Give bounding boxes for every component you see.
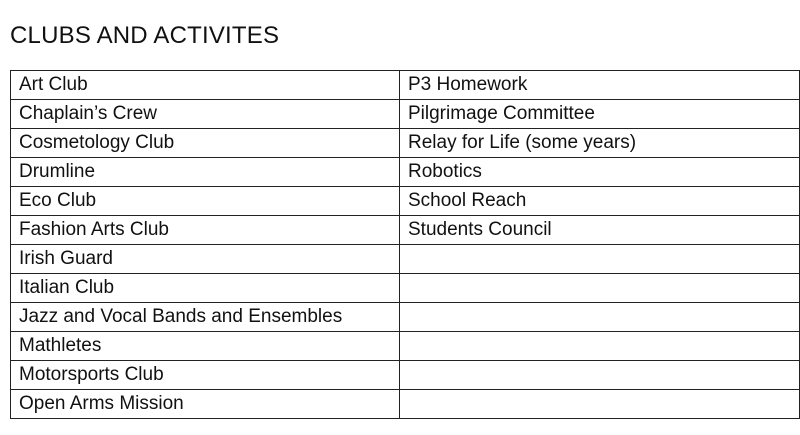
table-cell-left: Drumline xyxy=(11,158,400,187)
table-row xyxy=(11,390,800,419)
table-cell-left: Chaplain’s Crew xyxy=(11,100,400,129)
table-row xyxy=(11,303,800,332)
table-cell-right xyxy=(400,303,800,332)
table-cell-right: Relay for Life (some years) xyxy=(400,129,800,158)
document-title: CLUBS AND ACTIVITES xyxy=(10,22,280,49)
table-row xyxy=(11,361,800,390)
table-cell-right xyxy=(400,332,800,361)
table-row xyxy=(11,245,800,274)
table-row xyxy=(11,216,800,245)
table-row xyxy=(11,129,800,158)
table-cell-right xyxy=(400,390,800,419)
table-cell-right: Students Council xyxy=(400,216,800,245)
table-cell-left: Jazz and Vocal Bands and Ensembles xyxy=(11,303,400,332)
table-cell-left: Mathletes xyxy=(11,332,400,361)
table-row xyxy=(11,332,800,361)
table-cell-right: Pilgrimage Committee xyxy=(400,100,800,129)
table-cell-left: Open Arms Mission xyxy=(11,390,400,419)
table-cell-right: Robotics xyxy=(400,158,800,187)
table-cell-left: Eco Club xyxy=(11,187,400,216)
table-cell-left: Italian Club xyxy=(11,274,400,303)
clubs-table xyxy=(10,70,800,419)
table-cell-left: Fashion Arts Club xyxy=(11,216,400,245)
table-cell-left: Irish Guard xyxy=(11,245,400,274)
table-row xyxy=(11,71,800,100)
table-cell-left: Cosmetology Club xyxy=(11,129,400,158)
table-cell-right xyxy=(400,245,800,274)
table-cell-left: Art Club xyxy=(11,71,400,100)
table-cell-right xyxy=(400,274,800,303)
table-row xyxy=(11,274,800,303)
table-cell-left: Motorsports Club xyxy=(11,361,400,390)
table-cell-right xyxy=(400,361,800,390)
table-row xyxy=(11,100,800,129)
table-row xyxy=(11,187,800,216)
table-cell-right: School Reach xyxy=(400,187,800,216)
table-cell-right: P3 Homework xyxy=(400,71,800,100)
table-row xyxy=(11,158,800,187)
